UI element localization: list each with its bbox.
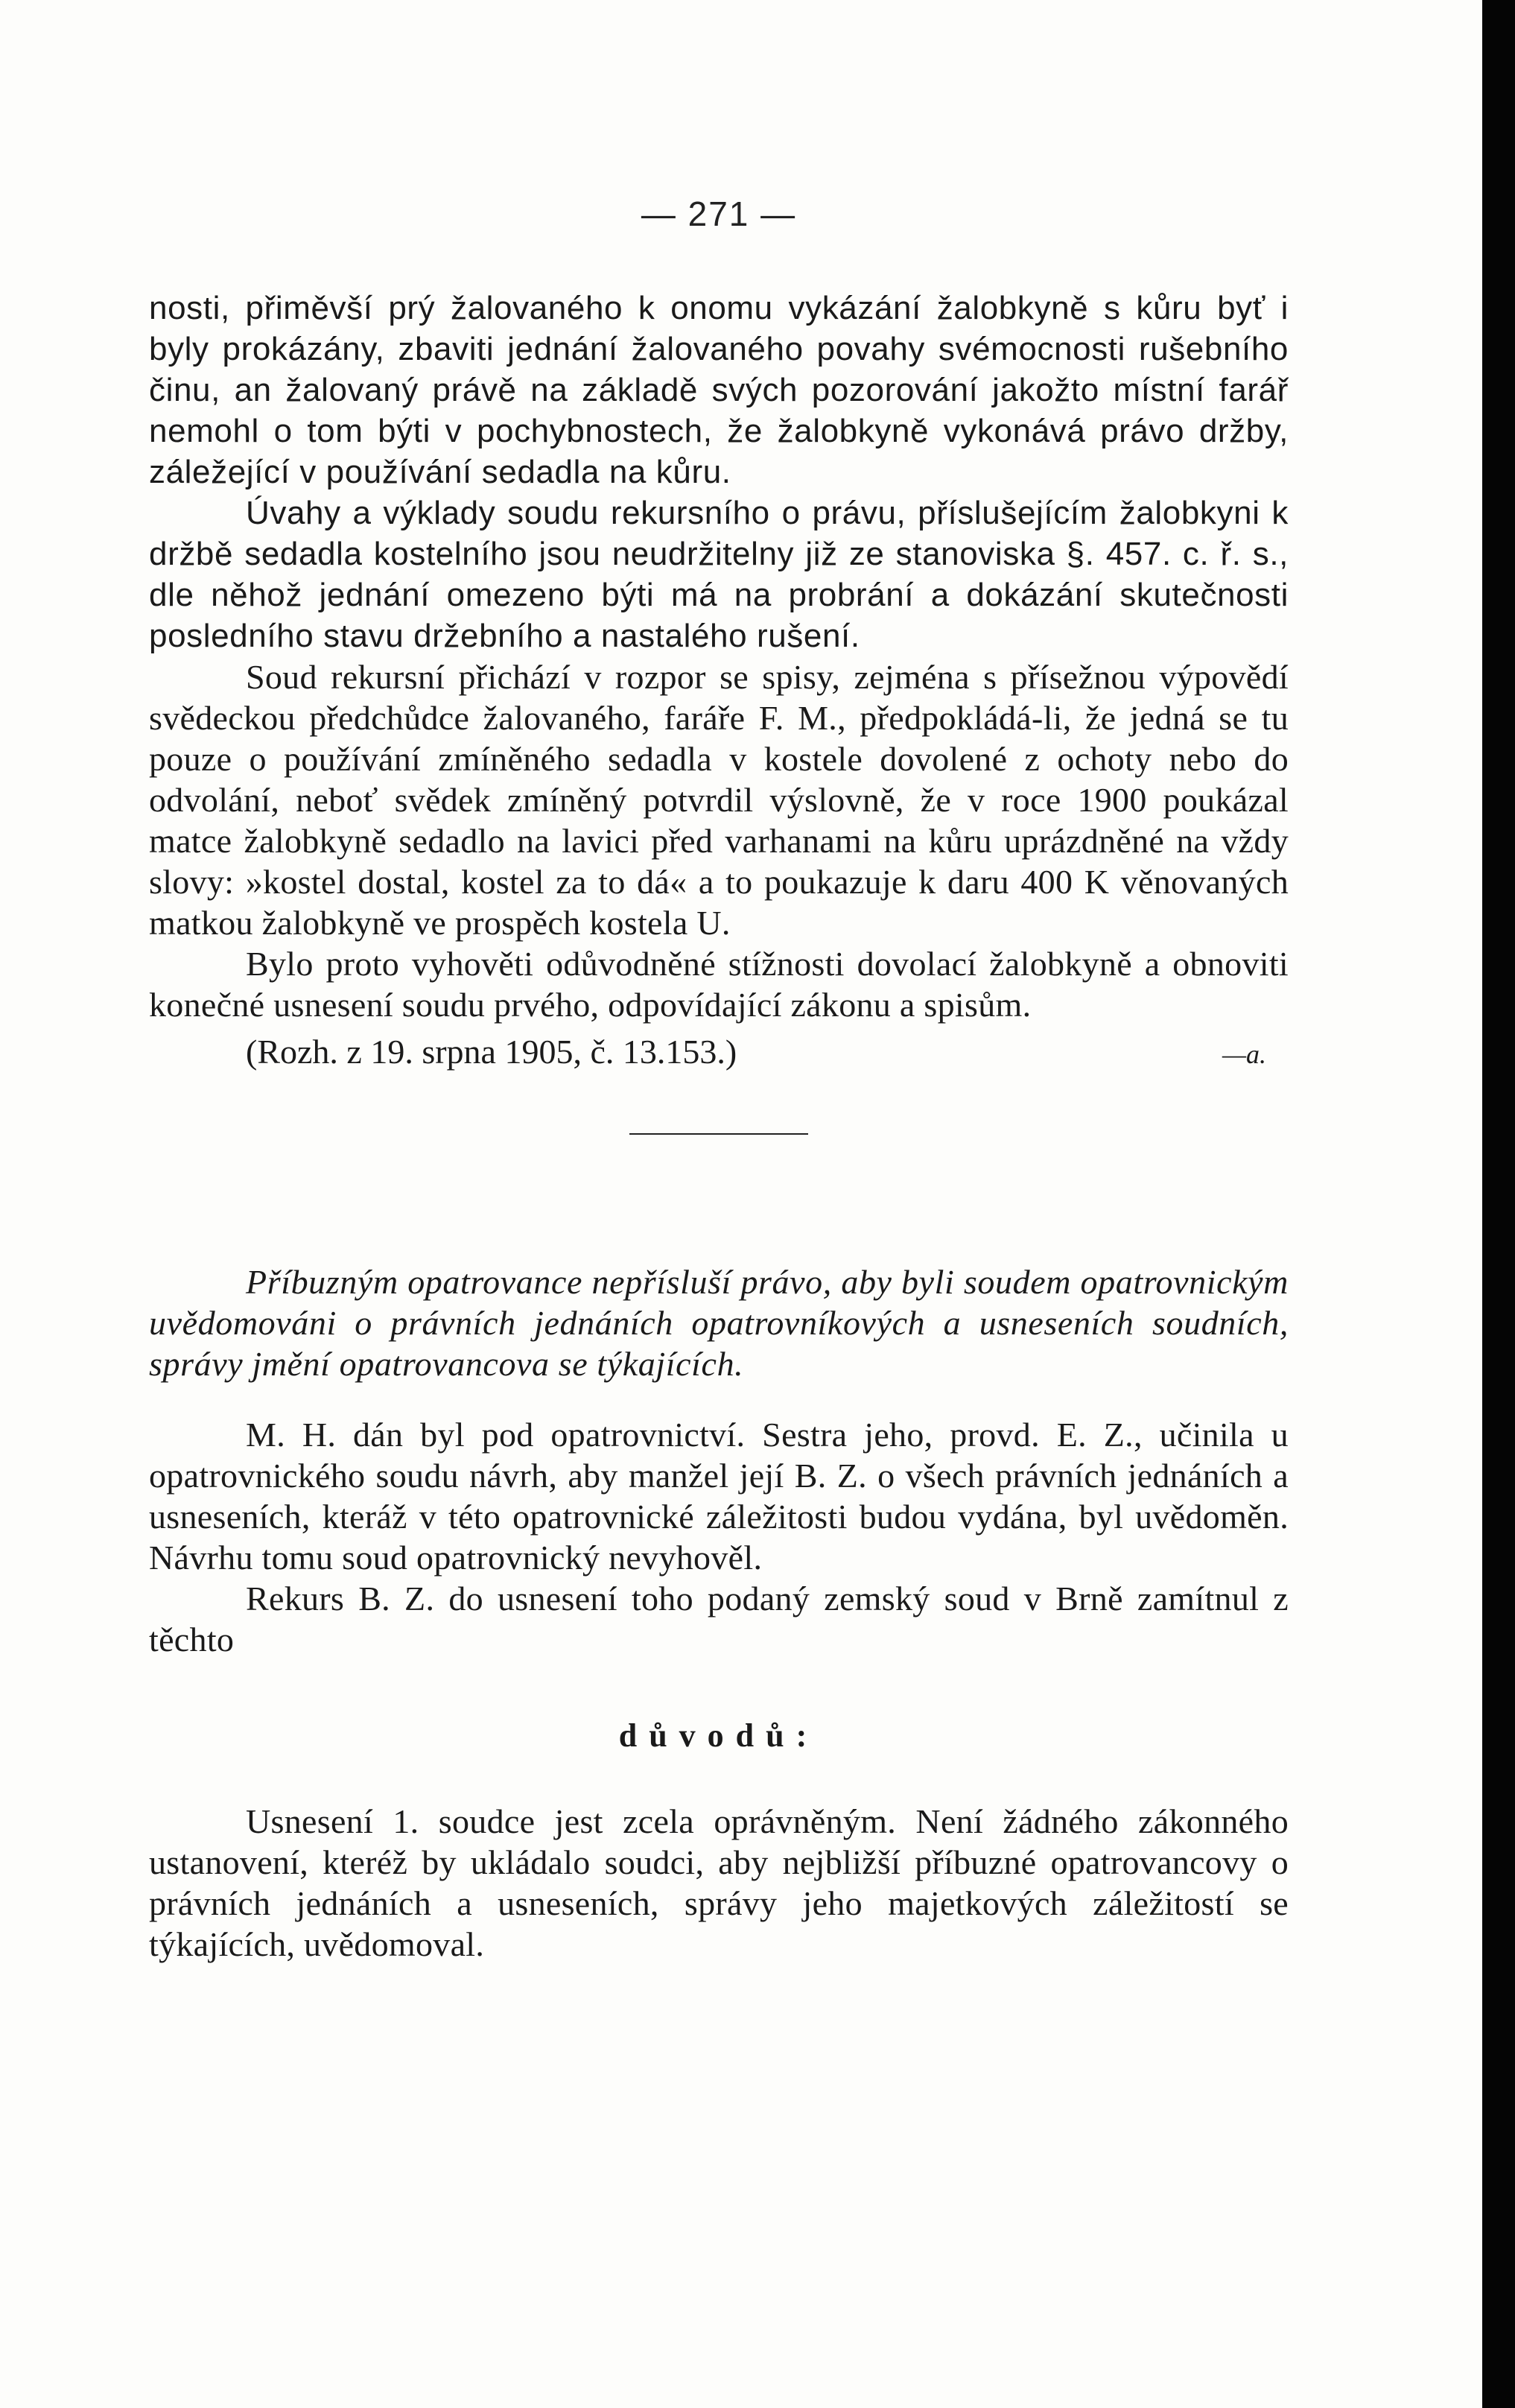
paragraph-reasons: Usnesení 1. soudce jest zcela oprávněným. Není žádného zákonného ustanovení, kteréž by ukládalo soudci, aby nejbližší příbuzné opatrovancovy o právních jednáních a usneseních, správy jeho majetkových záležitostí se týkajících, uvědomoval. xyxy=(149,1802,1289,1963)
headnote: Příbuzným opatrovance nepřísluší právo, aby byli soudem opatrovnickým uvědomováni o právních jednáních opatrovníkových a usneseních soudních, správy jmění opatrovancova se týkajících. xyxy=(149,1263,1289,1383)
paragraph-appeal: Rekurs B. Z. do usnesení toho podaný zemský soud v Brně zamítnul z těchto xyxy=(149,1580,1289,1658)
citation-row xyxy=(149,1031,1289,1075)
paragraph-conclusion: Bylo proto vyhověti odůvodněné stížnosti dovolací žalobkyně a obnoviti konečné usnesení soudu prvého, odpovídající zákonu a spisům. xyxy=(149,945,1289,1024)
page-number: — 271 — xyxy=(641,194,797,233)
paragraph-continuation: nosti, přiměvší prý žalovaného k onomu vykázání žalobkyně s kůru byť i byly prokázány, zbaviti jednání žalovaného povahy svémocnosti rušebního činu, an žalovaný právě na základě svých pozorování jakožto místní farář nemohl o tom býti v pochybnostech, že žalobkyně vykonává právo držby, záležející v používání sedadla na kůru. xyxy=(149,290,1289,490)
reasons-heading: důvodů: xyxy=(618,1717,819,1754)
signature-mark: —a. xyxy=(1222,1039,1266,1069)
paragraph-appeal-court: Soud rekursní přichází v rozpor se spisy, zejména s přísežnou výpovědí svědeckou předchůdce žalovaného, faráře F. M., předpokládá-li, že jedná se tu pouze o používání zmíněného sedadla v kostele dovolené z ochoty nebo do odvolání, neboť svědek zmíněný potvrdil výslovně, že v roce 1900 poukázal matce žalobkyně sedadlo na lavici před varhanami na kůru uprázdněné na vždy slovy: »kostel dostal, kostel za to dá« a to poukazuje k daru 400 K věnovaných matkou žalobkyně ve prospěch kostela U. xyxy=(149,658,1289,942)
section-divider xyxy=(629,1133,808,1135)
scan-edge xyxy=(1482,0,1515,2408)
paragraph-considerations: Úvahy a výklady soudu rekursního o právu, příslušejícím žalobkyni k držbě sedadla kostelního jsou neudržitelny již ze stanoviska §. 457. c. ř. s., dle něhož jednání omezeno býti má na probrání a dokázání skutečnosti posledního stavu držebního a nastalého rušení. xyxy=(149,495,1289,654)
decision-citation: (Rozh. z 19. srpna 1905, č. 13.153.) xyxy=(246,1033,737,1071)
page-content xyxy=(149,194,1289,1965)
paragraph-facts: M. H. dán byl pod opatrovnictví. Sestra jeho, provd. E. Z., učinila u opatrovnického soudu návrh, aby manžel její B. Z. o všech právních jednáních a usneseních, kteráž v této opatrovnické záležitosti budou vydána, byl uvědoměn. Návrhu tomu soud opatrovnický nevyhověl. xyxy=(149,1416,1289,1577)
